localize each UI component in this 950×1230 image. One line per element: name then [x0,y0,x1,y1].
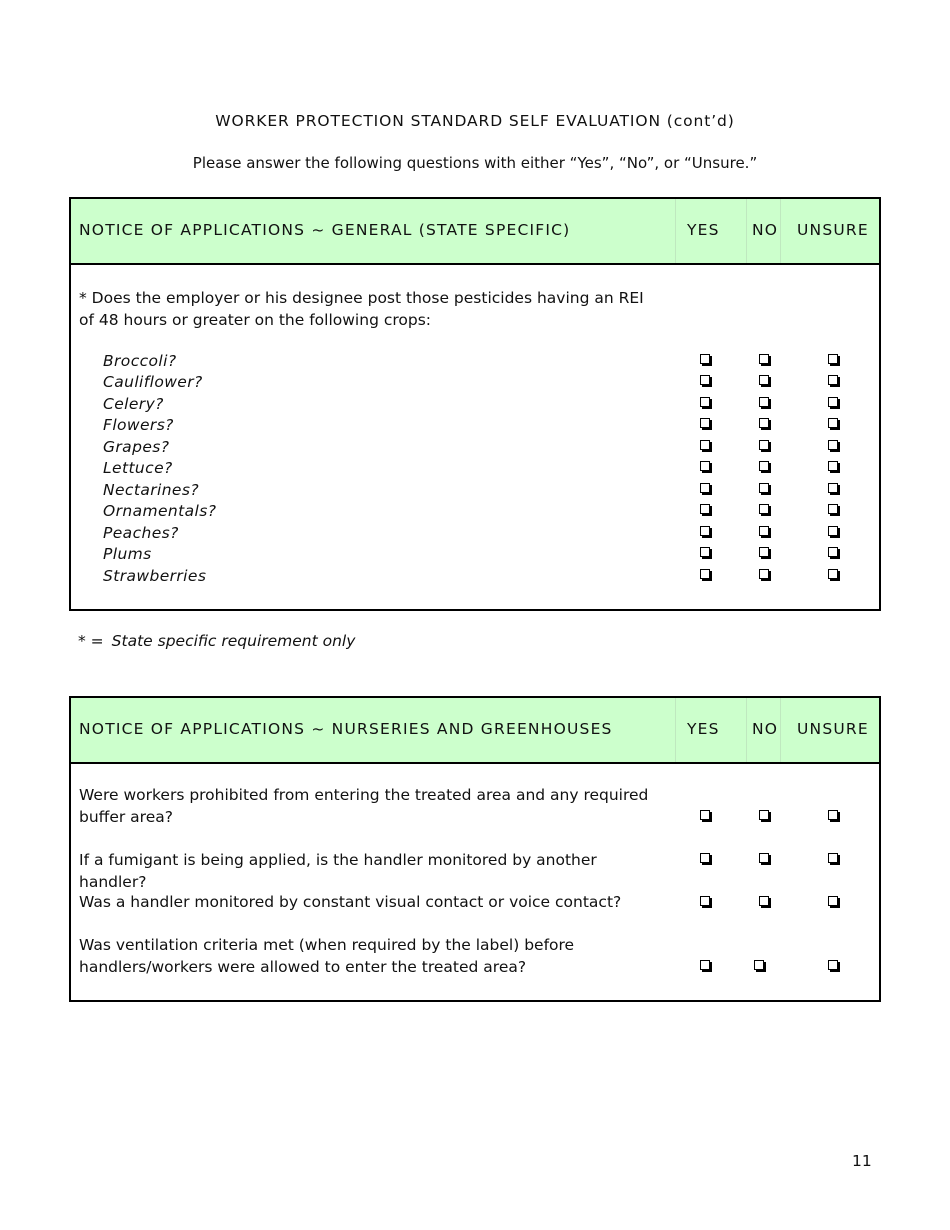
column-unsure: UNSURE [797,720,869,738]
footnote [78,632,355,650]
column-divider [780,199,781,263]
footnote-marker: * = [78,632,104,650]
question-text: Was ventilation criteria met (when required by the label) before handlers/workers were allowed to enter the treated area? [79,936,575,976]
unsure-checkbox[interactable] [828,354,838,364]
crop-label: Broccoli? [103,352,177,370]
no-checkbox[interactable] [759,440,769,450]
page-number: 11 [852,1152,872,1170]
no-checkbox[interactable] [754,960,764,970]
crop-label: Celery? [103,395,164,413]
unsure-checkbox[interactable] [828,896,838,906]
yes-checkbox[interactable] [700,569,710,579]
column-no: NO [752,221,779,239]
crop-label: Grapes? [103,438,170,456]
crop-label: Ornamentals? [103,502,217,520]
yes-checkbox[interactable] [700,461,710,471]
unsure-checkbox[interactable] [828,526,838,536]
section-heading: NOTICE OF APPLICATIONS ~ GENERAL (STATE SPECIFIC) [79,221,571,239]
no-checkbox[interactable] [759,569,769,579]
instructions: Please answer the following questions with either “Yes”, “No”, or “Unsure.” [192,154,758,172]
question-text: Were workers prohibited from entering the treated area and any required buffer area? [79,786,649,826]
column-yes: YES [687,221,720,239]
unsure-checkbox[interactable] [828,810,838,820]
unsure-checkbox[interactable] [828,853,838,863]
general-state-specific-section [69,197,881,611]
no-checkbox[interactable] [759,461,769,471]
no-checkbox[interactable] [759,853,769,863]
yes-checkbox[interactable] [700,960,710,970]
yes-checkbox[interactable] [700,375,710,385]
crop-label: Cauliflower? [103,373,203,391]
unsure-checkbox[interactable] [828,440,838,450]
yes-checkbox[interactable] [700,810,710,820]
yes-checkbox[interactable] [700,853,710,863]
section-heading: NOTICE OF APPLICATIONS ~ NURSERIES AND GREENHOUSES [79,720,613,738]
page-title: WORKER PROTECTION STANDARD SELF EVALUATION (cont’d) [215,112,735,130]
nurseries-greenhouses-section [69,696,881,1002]
no-checkbox[interactable] [759,397,769,407]
crop-label: Plums [103,545,152,563]
yes-checkbox[interactable] [700,504,710,514]
yes-checkbox[interactable] [700,896,710,906]
no-checkbox[interactable] [759,418,769,428]
column-divider [780,698,781,762]
column-divider [746,199,747,263]
no-checkbox[interactable] [759,483,769,493]
crop-label: Strawberries [103,567,207,585]
unsure-checkbox[interactable] [828,418,838,428]
section-header [71,698,879,764]
rei-posting-question: * Does the employer or his designee post those pesticides having an REI of 48 hours or greater on the following crops: [79,289,644,329]
unsure-checkbox[interactable] [828,960,838,970]
crop-label: Nectarines? [103,481,199,499]
yes-checkbox[interactable] [700,354,710,364]
yes-checkbox[interactable] [700,418,710,428]
unsure-checkbox[interactable] [828,547,838,557]
no-checkbox[interactable] [759,547,769,557]
crop-label: Lettuce? [103,459,173,477]
column-divider [746,698,747,762]
yes-checkbox[interactable] [700,440,710,450]
yes-checkbox[interactable] [700,526,710,536]
question-text: Was a handler monitored by constant visual contact or voice contact? [79,893,622,911]
no-checkbox[interactable] [759,504,769,514]
unsure-checkbox[interactable] [828,483,838,493]
yes-checkbox[interactable] [700,397,710,407]
unsure-checkbox[interactable] [828,375,838,385]
question-text: If a fumigant is being applied, is the handler monitored by another handler? [79,851,597,891]
column-divider [675,698,676,762]
column-divider [675,199,676,263]
no-checkbox[interactable] [759,896,769,906]
no-checkbox[interactable] [759,810,769,820]
column-unsure: UNSURE [797,221,869,239]
no-checkbox[interactable] [759,526,769,536]
no-checkbox[interactable] [759,375,769,385]
footnote-text: State specific requirement only [111,632,356,650]
crop-label: Flowers? [103,416,174,434]
unsure-checkbox[interactable] [828,569,838,579]
yes-checkbox[interactable] [700,547,710,557]
section-header [71,199,879,265]
unsure-checkbox[interactable] [828,397,838,407]
column-no: NO [752,720,779,738]
unsure-checkbox[interactable] [828,504,838,514]
column-yes: YES [687,720,720,738]
no-checkbox[interactable] [759,354,769,364]
yes-checkbox[interactable] [700,483,710,493]
crop-label: Peaches? [103,524,179,542]
unsure-checkbox[interactable] [828,461,838,471]
